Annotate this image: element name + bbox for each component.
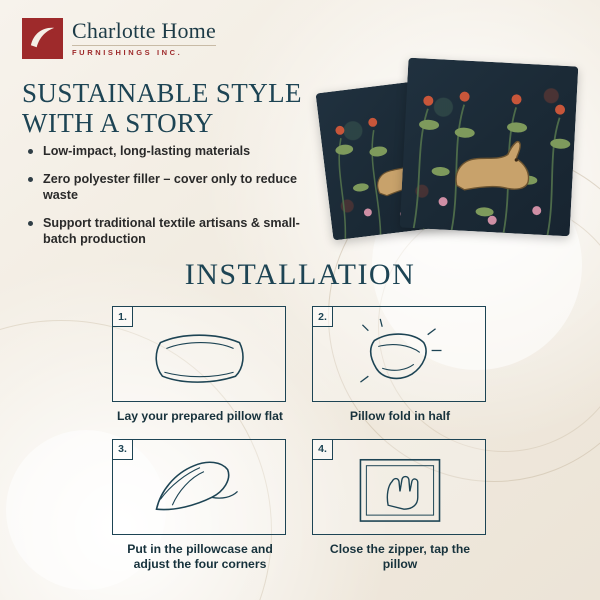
step-caption: Lay your prepared pillow flat: [117, 409, 283, 423]
list-item: Support traditional textile artisans & small-batch production: [26, 215, 316, 248]
folded-pillow-icon: [313, 307, 485, 402]
step-illustration-box: [312, 306, 486, 402]
benefits-list: [26, 143, 316, 259]
hand-tapping-pillow-icon: [313, 440, 485, 535]
list-item: Zero polyester filler – cover only to reduce waste: [26, 171, 316, 204]
step-number: 4.: [313, 440, 333, 460]
logo-text: [72, 20, 216, 57]
step-number: 1.: [113, 307, 133, 327]
list-item: Low-impact, long-lasting materials: [26, 143, 316, 160]
step-number: 3.: [113, 440, 133, 460]
logo-divider: [72, 45, 216, 46]
installation-steps: [112, 306, 488, 573]
swoosh-icon: [28, 24, 57, 53]
step-caption: Put in the pillowcase and adjust the four corners: [127, 541, 273, 572]
step-illustration-box: [112, 306, 286, 402]
step-caption: Pillow fold in half: [349, 409, 451, 423]
logo-mark-icon: [22, 18, 63, 59]
page-title: SUSTAINABLE STYLE WITH A STORY: [22, 78, 302, 139]
hare-motif-icon: [442, 124, 544, 204]
step-illustration-box: [312, 439, 486, 535]
step-number: 2.: [313, 307, 333, 327]
step-4: [312, 439, 488, 573]
pillow-into-case-icon: [113, 440, 285, 535]
flat-pillow-icon: [113, 307, 285, 402]
step-1: [112, 306, 288, 425]
brand-subtitle: FURNISHINGS INC.: [72, 48, 183, 58]
brand-name: Charlotte Home: [72, 18, 216, 44]
step-2: [312, 306, 488, 425]
installation-title: INSTALLATION: [184, 258, 416, 291]
pillow-front: [400, 58, 579, 237]
brand-logo: [22, 18, 216, 59]
step-illustration-box: [112, 439, 286, 535]
product-image: [312, 48, 590, 258]
step-3: [112, 439, 288, 573]
step-caption: Close the zipper, tap the pillow: [329, 541, 471, 572]
